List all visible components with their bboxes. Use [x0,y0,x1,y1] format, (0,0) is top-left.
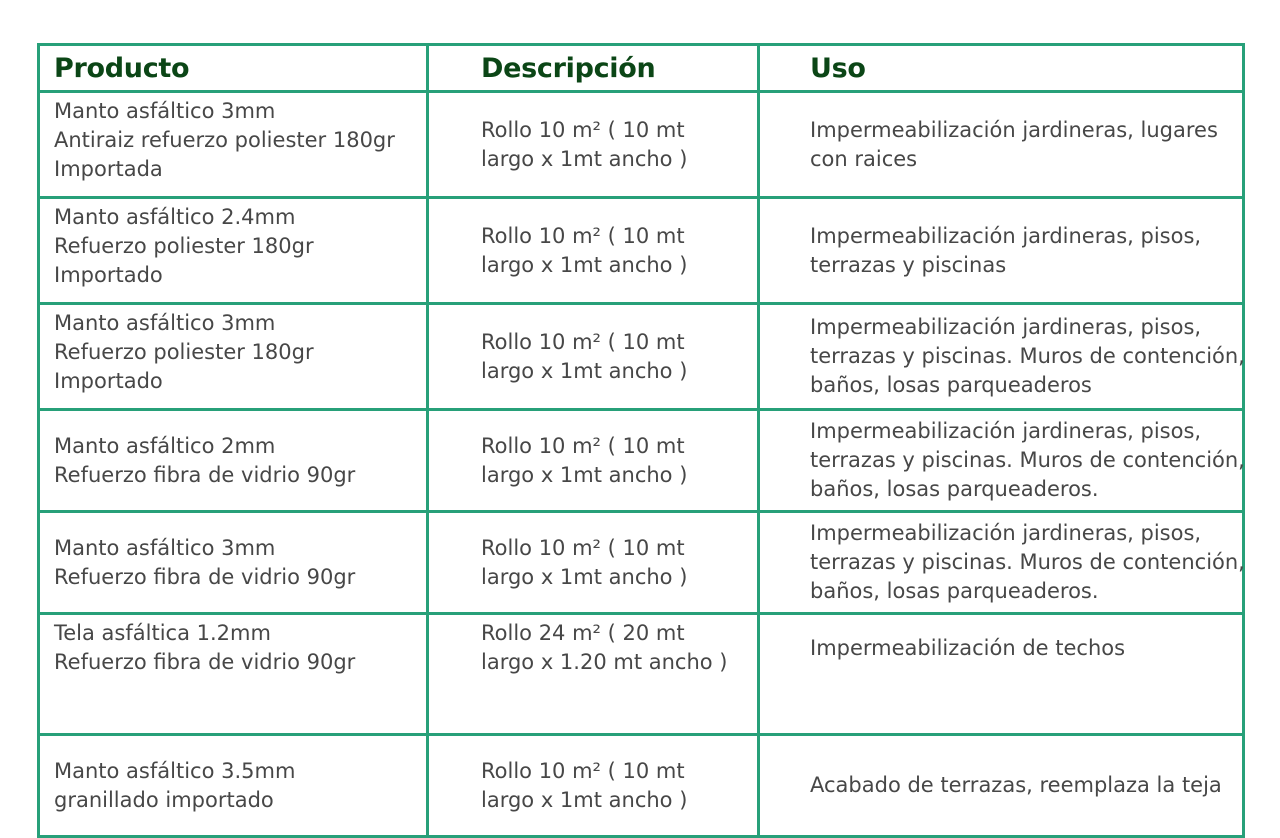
descripcion-line: largo x 1mt ancho ) [481,462,688,487]
table-row [39,735,1244,837]
uso-line: Impermeabilización jardineras, pisos, [810,223,1202,248]
uso-line: Impermeabilización jardineras, pisos, [810,521,1202,545]
producto-line: Manto asfáltico 3mm [54,535,276,560]
cell-producto [39,410,428,512]
product-table-container [37,43,1245,838]
descripcion-line: Rollo 10 m² ( 10 mt [481,329,685,354]
uso-line: terrazas y piscinas. Muros de contención, [810,448,1245,472]
cell-uso [759,304,1244,410]
uso-line: terrazas y piscinas. Muros de contención, [810,344,1245,368]
descripcion-line: Rollo 10 m² ( 10 mt [481,223,685,248]
producto-line: Tela asfáltica 1.2mm [54,621,271,645]
table-row [39,304,1244,410]
cell-producto [39,512,428,614]
cell-uso [759,92,1244,198]
cell-descripcion [428,410,759,512]
cell-descripcion [428,512,759,614]
producto-line: Manto asfáltico 3mm [54,99,276,123]
uso-line: terrazas y piscinas. Muros de contención, [810,550,1245,574]
producto-line: Refuerzo fibra de vidrio 90gr [54,650,356,674]
cell-descripcion [428,614,759,735]
producto-line: granillado importado [54,787,274,812]
descripcion-line: Rollo 10 m² ( 10 mt [481,433,685,458]
table-row [39,410,1244,512]
cell-descripcion [428,198,759,304]
producto-line: Refuerzo poliester 180gr [54,234,314,258]
cell-uso [759,735,1244,837]
table-row [39,198,1244,304]
descripcion-line: Rollo 10 m² ( 10 mt [481,535,685,560]
cell-descripcion [428,304,759,410]
descripcion-line: Rollo 10 m² ( 10 mt [481,758,685,783]
producto-line: Manto asfáltico 2mm [54,433,276,458]
descripcion-line: largo x 1mt ancho ) [481,146,688,171]
cell-uso [759,198,1244,304]
cell-descripcion [428,92,759,198]
uso-line: terrazas y piscinas [810,252,1007,277]
producto-line: Refuerzo fibra de vidrio 90gr [54,564,356,589]
cell-producto [39,198,428,304]
header-descripcion: Descripción [428,45,759,92]
descripcion-line: largo x 1.20 mt ancho ) [481,650,728,674]
producto-line: Refuerzo poliester 180gr [54,340,314,364]
header-producto: Producto [39,45,428,92]
product-table [37,43,1245,838]
producto-line: Antiraiz refuerzo poliester 180gr [54,128,395,152]
cell-descripcion [428,735,759,837]
uso-line: Impermeabilización de techos [810,636,1126,660]
uso-line: Impermeabilización jardineras, lugares [810,117,1218,142]
producto-line: Manto asfáltico 2.4mm [54,205,296,229]
producto-line: Manto asfáltico 3.5mm [54,758,296,783]
cell-uso [759,614,1244,735]
producto-line: Importado [54,369,163,393]
producto-line: Refuerzo fibra de vidrio 90gr [54,462,356,487]
cell-producto [39,92,428,198]
descripcion-line: Rollo 10 m² ( 10 mt [481,117,685,142]
producto-line: Manto asfáltico 3mm [54,311,276,335]
table-header-row [39,45,1244,92]
cell-producto [39,735,428,837]
uso-line: baños, losas parqueaderos. [810,579,1099,603]
descripcion-line: largo x 1mt ancho ) [481,787,688,812]
descripcion-line: largo x 1mt ancho ) [481,564,688,589]
cell-producto [39,304,428,410]
table-row [39,92,1244,198]
descripcion-line: largo x 1mt ancho ) [481,252,688,277]
producto-line: Importado [54,263,163,287]
cell-uso [759,410,1244,512]
uso-line: Impermeabilización jardineras, pisos, [810,315,1202,339]
uso-line: con raices [810,146,918,171]
cell-producto [39,614,428,735]
uso-line: baños, losas parqueaderos [810,373,1092,397]
cell-uso [759,512,1244,614]
descripcion-line: Rollo 24 m² ( 20 mt [481,621,685,645]
uso-line: Impermeabilización jardineras, pisos, [810,419,1202,443]
table-row [39,614,1244,735]
descripcion-line: largo x 1mt ancho ) [481,358,688,383]
uso-line: Acabado de terrazas, reemplaza la teja [810,773,1222,797]
header-uso: Uso [759,45,1244,92]
producto-line: Importada [54,157,163,181]
table-row [39,512,1244,614]
uso-line: baños, losas parqueaderos. [810,477,1099,501]
